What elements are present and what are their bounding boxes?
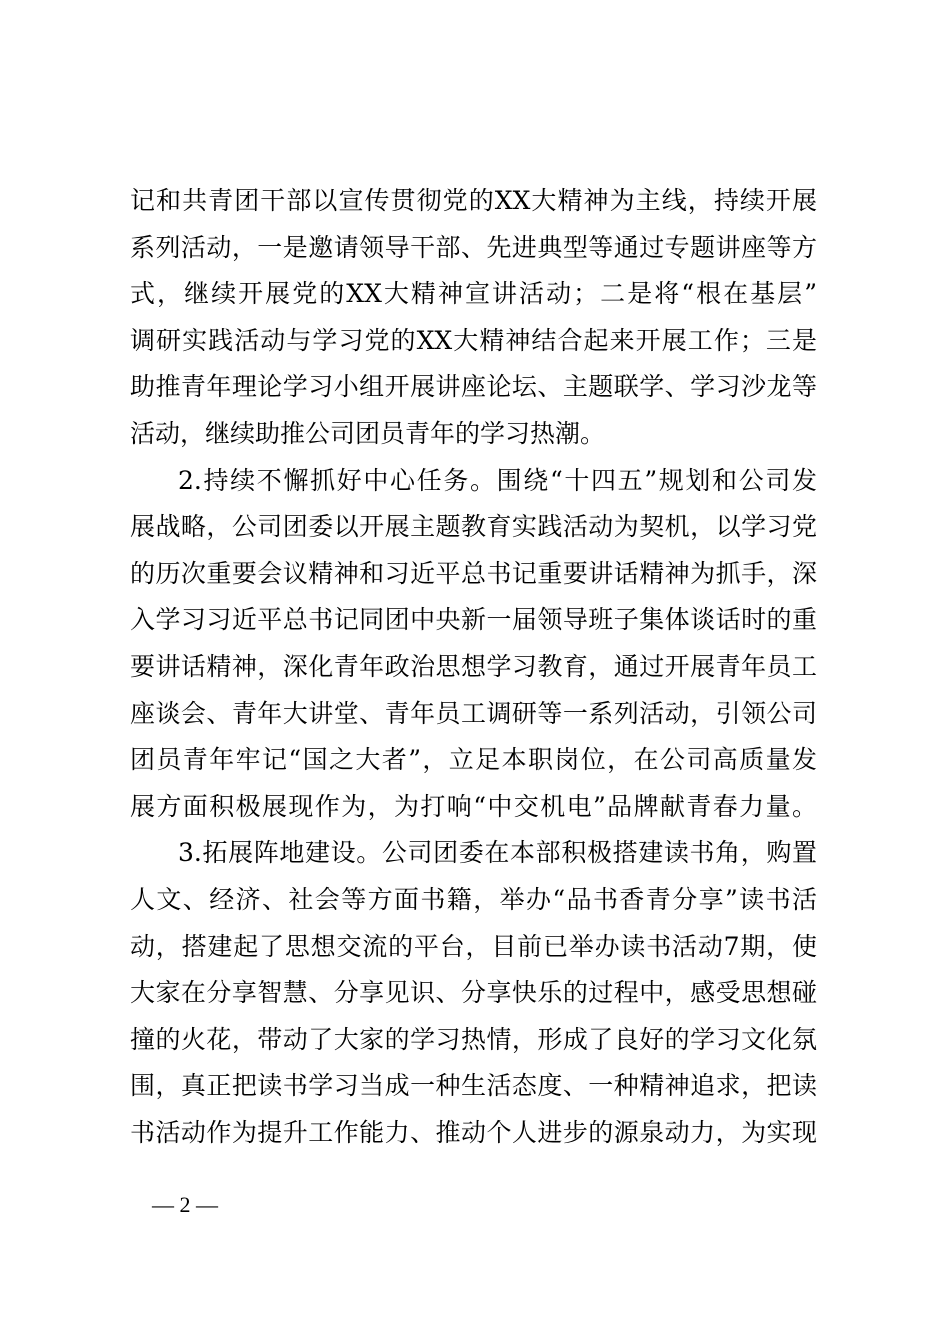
text-line: 人文、经济、社会等方面书籍，举办“品书香青分享”读书活 <box>130 884 817 914</box>
text-line: 大家在分享智慧、分享见识、分享快乐的过程中，感受思想碰 <box>130 978 817 1008</box>
body-text <box>130 178 817 1156</box>
text-line: 3.拓展阵地建设。公司团委在本部积极搭建读书角，购置 <box>178 838 817 868</box>
page-number: — 2 — <box>152 1192 218 1217</box>
text-line: 展战略，公司团委以开展主题教育实践活动为契机，以学习党 <box>130 512 817 542</box>
text-line: 团员青年牢记“国之大者”，立足本职岗位，在公司高质量发 <box>130 745 817 775</box>
text-line: 座谈会、青年大讲堂、青年员工调研等一系列活动，引领公司 <box>130 698 817 728</box>
text-line: 要讲话精神，深化青年政治思想学习教育，通过开展青年员工 <box>130 651 817 681</box>
text-line: 2.持续不懈抓好中心任务。围绕“十四五”规划和公司发 <box>178 465 817 495</box>
text-line: 式，继续开展党的XX大精神宣讲活动；二是将“根在基层” <box>130 279 817 309</box>
text-line: 调研实践活动与学习党的XX大精神结合起来开展工作；三是 <box>130 325 817 355</box>
text-line: 展方面积极展现作为，为打响“中交机电”品牌献青春力量。 <box>130 791 817 821</box>
text-line: 记和共青团干部以宣传贯彻党的XX大精神为主线，持续开展 <box>130 186 817 215</box>
text-line: 的历次重要会议精神和习近平总书记重要讲话精神为抓手，深 <box>130 558 817 588</box>
text-line: 动，搭建起了思想交流的平台，目前已举办读书活动7期，使 <box>130 931 817 961</box>
text-line: 书活动作为提升工作能力、推动个人进步的源泉动力，为实现 <box>130 1117 817 1147</box>
text-line: 系列活动，一是邀请领导干部、先进典型等通过专题讲座等方 <box>130 232 817 262</box>
text-line: 助推青年理论学习小组开展讲座论坛、主题联学、学习沙龙等 <box>130 372 817 402</box>
text-line: 围，真正把读书学习当成一种生活态度、一种精神追求，把读 <box>130 1071 817 1101</box>
text-line: 撞的火花，带动了大家的学习热情，形成了良好的学习文化氛 <box>130 1024 817 1054</box>
text-line: 入学习习近平总书记同团中央新一届领导班子集体谈话时的重 <box>130 605 817 635</box>
text-line: 活动，继续助推公司团员青年的学习热潮。 <box>130 418 606 448</box>
